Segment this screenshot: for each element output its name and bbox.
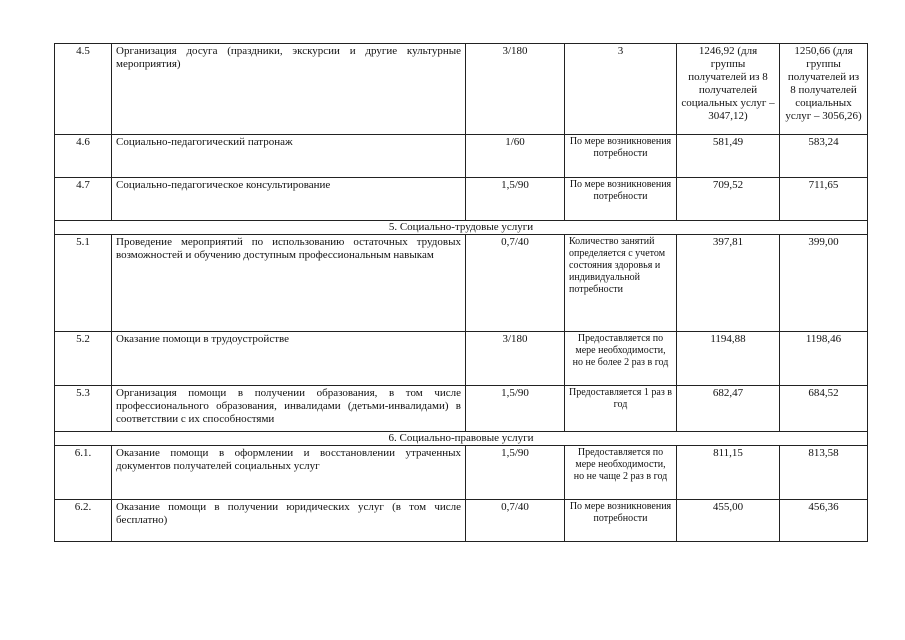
service-number: 4.7 xyxy=(55,178,112,221)
service-name: Социально-педагогическое консультирование xyxy=(112,178,466,221)
table-row xyxy=(55,332,868,386)
service-number: 5.1 xyxy=(55,235,112,332)
table-row xyxy=(55,500,868,542)
service-price-1: 709,52 xyxy=(677,178,780,221)
service-price-2: 583,24 xyxy=(780,135,868,178)
service-price-1: 397,81 xyxy=(677,235,780,332)
service-price-2: 684,52 xyxy=(780,386,868,432)
service-frequency: 3 xyxy=(565,44,677,135)
table-row xyxy=(55,135,868,178)
service-frequency: По мере возникновения потребности xyxy=(565,178,677,221)
service-number: 5.2 xyxy=(55,332,112,386)
service-frequency: Предоставляется по мере необходимости, но не более 2 раз в год xyxy=(565,332,677,386)
service-name: Оказание помощи в оформлении и восстановлении утраченных документов получателей социальных услуг xyxy=(112,446,466,500)
service-price-1: 1194,88 xyxy=(677,332,780,386)
service-volume: 3/180 xyxy=(466,332,565,386)
service-price-1: 682,47 xyxy=(677,386,780,432)
service-name: Организация помощи в получении образования, в том числе профессионального образования, инвалидами (детьми-инвалидами) в соответствии с их способностями xyxy=(112,386,466,432)
service-price-2: 399,00 xyxy=(780,235,868,332)
service-frequency: Предоставляется 1 раз в год xyxy=(565,386,677,432)
service-volume: 3/180 xyxy=(466,44,565,135)
table-row xyxy=(55,44,868,135)
service-volume: 0,7/40 xyxy=(466,235,565,332)
service-frequency: По мере возникновения потребности xyxy=(565,500,677,542)
service-number: 4.5 xyxy=(55,44,112,135)
service-name: Проведение мероприятий по использованию остаточных трудовых возможностей и обучению доступным профессиональным навыкам xyxy=(112,235,466,332)
service-price-2: 1250,66 (для группы получателей из 8 получателей социальных услуг – 3056,26) xyxy=(780,44,868,135)
service-volume: 1,5/90 xyxy=(466,386,565,432)
service-volume: 0,7/40 xyxy=(466,500,565,542)
service-number: 6.1. xyxy=(55,446,112,500)
service-number: 6.2. xyxy=(55,500,112,542)
service-price-1: 455,00 xyxy=(677,500,780,542)
table-row xyxy=(55,235,868,332)
table-row xyxy=(55,446,868,500)
service-price-2: 813,58 xyxy=(780,446,868,500)
service-volume: 1,5/90 xyxy=(466,178,565,221)
section-row xyxy=(55,432,868,446)
service-volume: 1,5/90 xyxy=(466,446,565,500)
service-price-2: 456,36 xyxy=(780,500,868,542)
service-name: Социально-педагогический патронаж xyxy=(112,135,466,178)
service-name: Оказание помощи в трудоустройстве xyxy=(112,332,466,386)
service-volume: 1/60 xyxy=(466,135,565,178)
table-row xyxy=(55,386,868,432)
service-name: Оказание помощи в получении юридических услуг (в том числе бесплатно) xyxy=(112,500,466,542)
section-row xyxy=(55,221,868,235)
section-title: 6. Социально-правовые услуги xyxy=(55,432,868,446)
service-price-1: 1246,92 (для группы получателей из 8 получателей социальных услуг – 3047,12) xyxy=(677,44,780,135)
service-price-1: 811,15 xyxy=(677,446,780,500)
service-name: Организация досуга (праздники, экскурсии и другие культурные мероприятия) xyxy=(112,44,466,135)
service-price-2: 711,65 xyxy=(780,178,868,221)
section-title: 5. Социально-трудовые услуги xyxy=(55,221,868,235)
service-price-1: 581,49 xyxy=(677,135,780,178)
services-tariff-table xyxy=(54,43,868,542)
service-frequency: По мере возникновения потребности xyxy=(565,135,677,178)
service-frequency: Количество занятий определяется с учетом состояния здоровья и индивидуальной потребности xyxy=(565,235,677,332)
service-frequency: Предоставляется по мере необходимости, но не чаще 2 раз в год xyxy=(565,446,677,500)
service-number: 4.6 xyxy=(55,135,112,178)
table-row xyxy=(55,178,868,221)
service-number: 5.3 xyxy=(55,386,112,432)
service-price-2: 1198,46 xyxy=(780,332,868,386)
